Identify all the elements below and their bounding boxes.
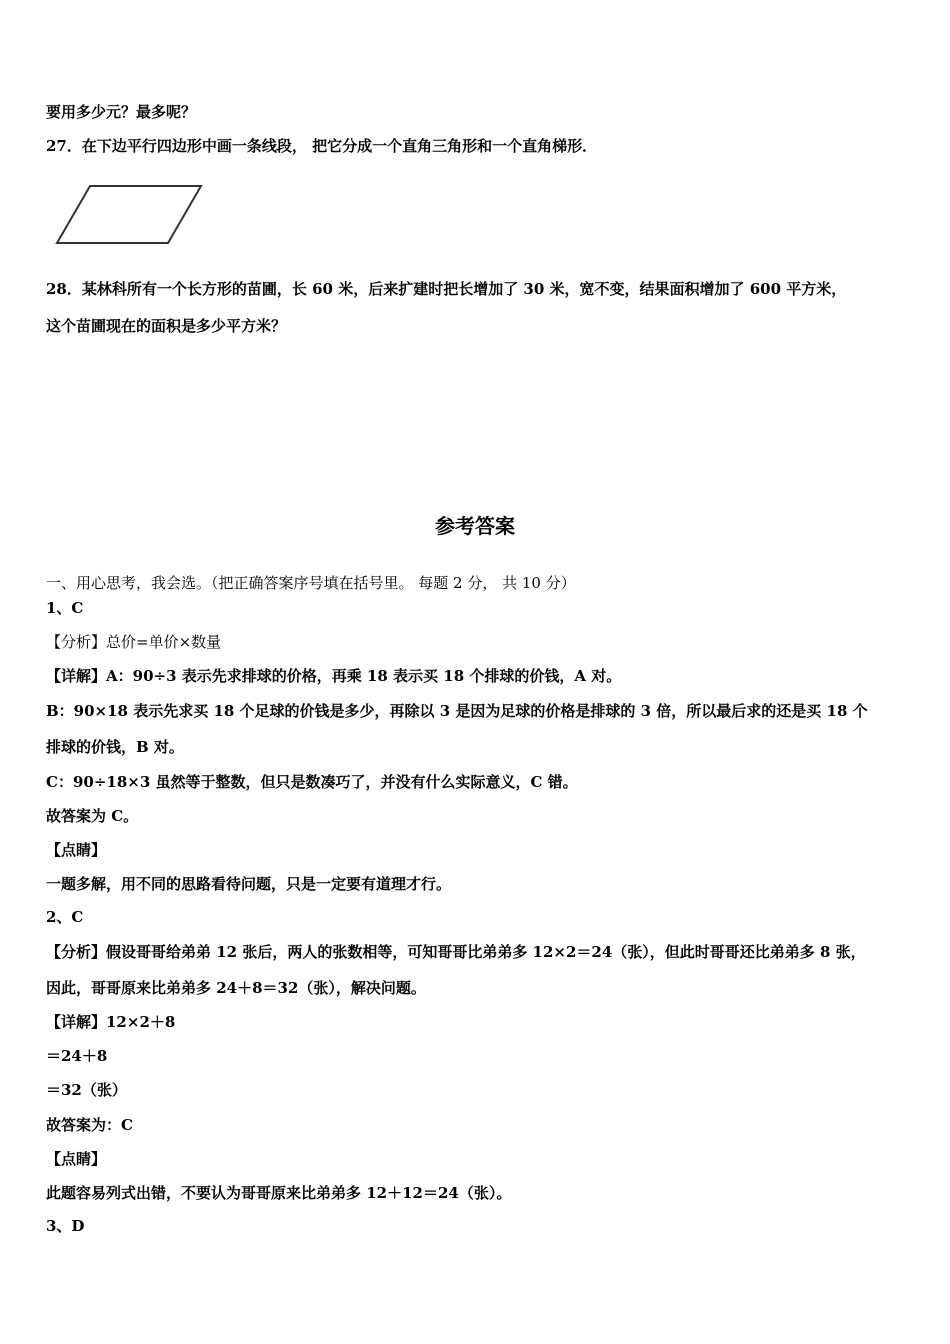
answer-1-detail-3: 排球的价钱，B 对。 [46, 738, 184, 756]
question-28-line1: 28．某林科所有一个长方形的苗圃，长 60 米，后来扩建时把长增加了 30 米，宽不变，结果面积增加了 600 平方米， [46, 280, 847, 298]
answer-2-head: 2、C [46, 908, 84, 926]
question-26-tail: 要用多少元？最多呢？ [46, 103, 197, 121]
answer-2-analysis-1: 【分析】假设哥哥给弟弟 12 张后，两人的张数相等，可知哥哥比弟弟多 12×2＝24（张），但此时哥哥还比弟弟多 8 张， [46, 943, 866, 961]
answer-1-note-label: 【点睛】 [46, 841, 107, 859]
answer-2-note: 此题容易列式出错，不要认为哥哥原来比弟弟多 12＋12＝24（张）。 [46, 1184, 512, 1202]
answer-2-analysis-2: 因此，哥哥原来比弟弟多 24＋8＝32（张），解决问题。 [46, 979, 426, 997]
answer-3-head: 3、D [46, 1217, 85, 1235]
section-heading: 一、用心思考，我会选。（把正确答案序号填在括号里。 每题 2 分， 共 10 分） [46, 574, 576, 592]
answer-2-detail-2: ＝24＋8 [46, 1047, 108, 1065]
answer-1-detail-1: 【详解】A：90÷3 表示先求排球的价格，再乘 18 表示买 18 个排球的价钱，A 对。 [46, 667, 622, 685]
question-28-line2: 这个苗圃现在的面积是多少平方米？ [46, 317, 287, 335]
answer-2-detail-1: 【详解】12×2＋8 [46, 1013, 176, 1031]
answer-1-analysis: 【分析】总价=单价×数量 [46, 633, 222, 651]
answer-2-detail-3: ＝32（张） [46, 1081, 127, 1099]
answer-1-detail-2: B：90×18 表示先求买 18 个足球的价钱是多少，再除以 3 是因为足球的价格是排球的 3 倍，所以最后求的还是买 18 个 [46, 702, 868, 720]
question-27: 27．在下边平行四边形中画一条线段， 把它分成一个直角三角形和一个直角梯形． [46, 137, 598, 155]
answer-1-detail-4: C：90÷18×3 虽然等于整数，但只是数凑巧了，并没有什么实际意义，C 错。 [46, 773, 578, 791]
answer-2-note-label: 【点睛】 [46, 1150, 107, 1168]
parallelogram-figure [44, 165, 214, 255]
answer-1-conclusion: 故答案为 C。 [46, 807, 139, 825]
answer-1-head: 1、C [46, 599, 84, 617]
answer-2-conclusion: 故答案为：C [46, 1116, 133, 1134]
answers-title: 参考答案 [435, 514, 515, 538]
answer-1-note: 一题多解，用不同的思路看待问题，只是一定要有道理才行。 [46, 875, 452, 893]
